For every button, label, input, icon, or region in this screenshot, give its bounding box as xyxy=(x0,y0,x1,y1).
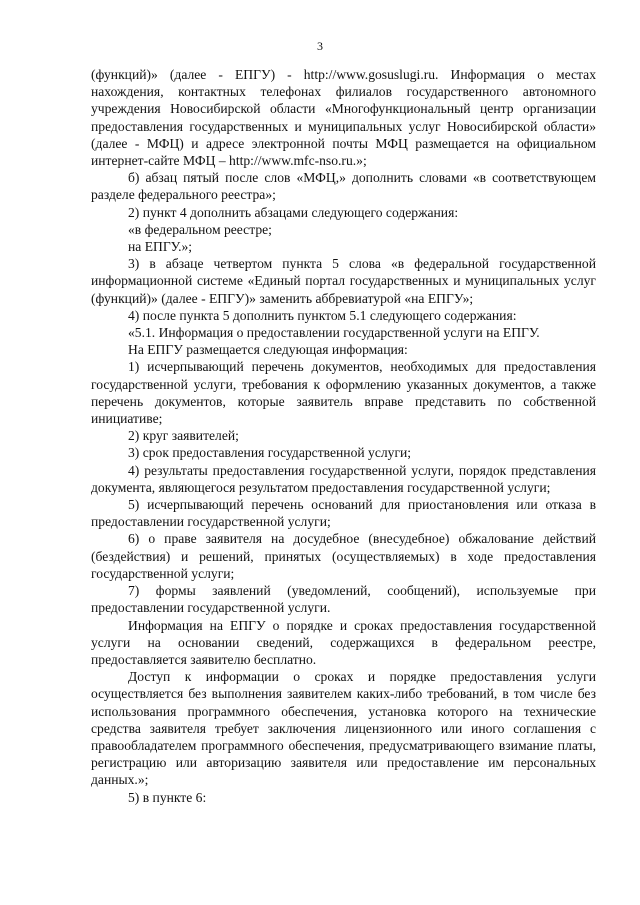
paragraph: на ЕПГУ.»; xyxy=(128,239,193,255)
paragraph: (функций)» (далее - ЕПГУ) - http://www.gosuslugi.ru. Информация о местах нахождения, контактных телефонах филиалов государственного автономного учреждения Новосибирской области «Многофункциональный центр организации предоставления государственных и муниципальных услуг Новосибирской области» (далее - МФЦ) и адресе электронной почты МФЦ размещается на официальном интернет-сайте МФЦ – http://www.mfc-nso.ru.»; xyxy=(91,67,596,169)
paragraph: 2) пункт 4 дополнить абзацами следующего содержания: xyxy=(128,204,459,220)
paragraph: «в федеральном реестре; xyxy=(128,221,272,237)
paragraph: Информация на ЕПГУ о порядке и сроках предоставления государственной услуги на основании сведений, содержащихся в федеральном реестре, предоставляется заявителю бесплатно. xyxy=(91,617,596,667)
paragraph: 2) круг заявителей; xyxy=(128,428,239,444)
paragraph: 6) о праве заявителя на досудебное (внесудебное) обжалование действий (бездействия) и решений, принятых (осуществляемых) в ходе предоставления государственной услуги; xyxy=(91,531,596,581)
paragraph: 4) после пункта 5 дополнить пунктом 5.1 следующего содержания: xyxy=(128,307,517,323)
paragraph: 4) результаты предоставления государственной услуги, порядок представления документа, являющегося результатом предоставления государственной услуги; xyxy=(91,462,596,495)
paragraph: б) абзац пятый после слов «МФЦ,» дополнить словами «в соответствующем разделе федерального реестра»; xyxy=(91,170,596,203)
document-body xyxy=(91,66,596,806)
paragraph: 1) исчерпывающий перечень документов, необходимых для предоставления государственной услуги, требования к оформлению указанных документов, а также перечень документов, которые заявитель вправе представить по собственной инициативе; xyxy=(91,359,596,427)
paragraph: 5) исчерпывающий перечень оснований для приостановления или отказа в предоставлении государственной услуги; xyxy=(91,497,596,530)
paragraph: 3) в абзаце четвертом пункта 5 слова «в федеральной государственной информационной системе «Единый портал государственных и муниципальных услуг (функций)» (далее - ЕПГУ)» заменить аббревиатурой «на ЕПГУ»; xyxy=(91,256,596,306)
paragraph: 7) формы заявлений (уведомлений, сообщений), используемые при предоставлении государственной услуги. xyxy=(91,583,596,616)
paragraph: 3) срок предоставления государственной услуги; xyxy=(128,445,412,461)
paragraph: 5) в пункте 6: xyxy=(128,789,207,805)
paragraph: На ЕПГУ размещается следующая информация: xyxy=(128,342,408,358)
paragraph: «5.1. Информация о предоставлении государственной услуги на ЕПГУ. xyxy=(128,325,540,341)
page-number: 3 xyxy=(317,39,323,53)
paragraph: Доступ к информации о сроках и порядке предоставления услуги осуществляется без выполнения заявителем каких-либо требований, в том числе без использования программного обеспечения, установка которого на технические средства заявителя требует заключения лицензионного или иного соглашения с правообладателем программного обеспечения, предусматривающего взимание платы, регистрацию или авторизацию заявителя или предоставление им персональных данных.»; xyxy=(91,669,596,788)
